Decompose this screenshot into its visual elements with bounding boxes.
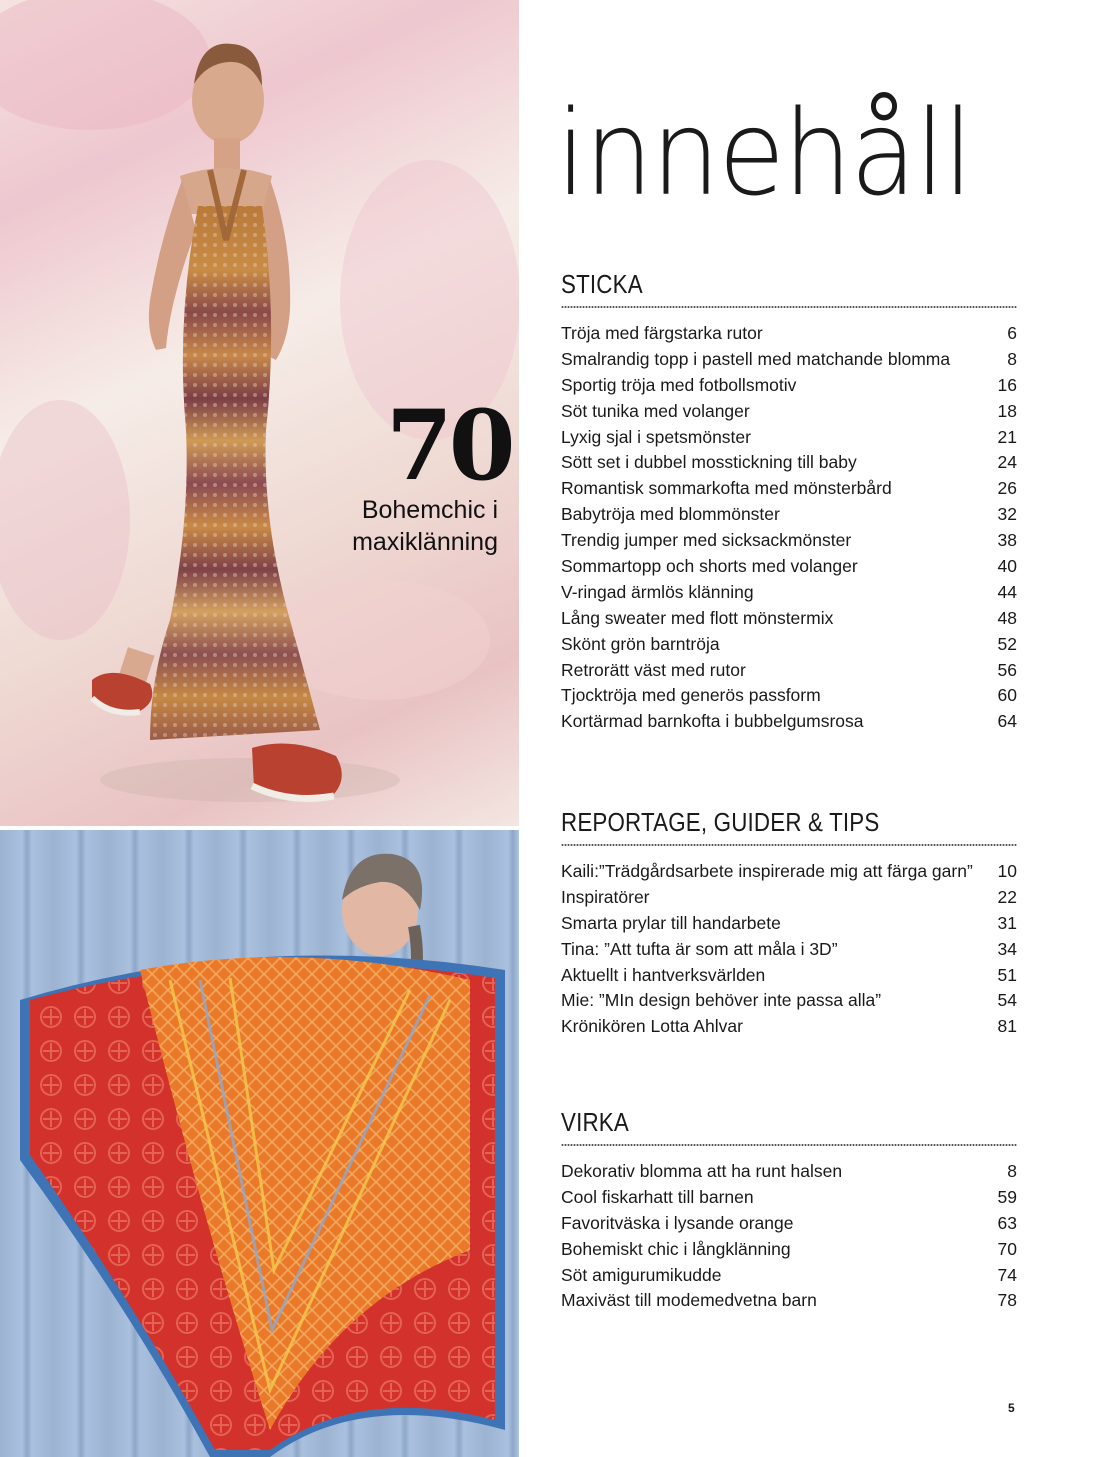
- toc-entry-page: 81: [997, 1016, 1017, 1037]
- toc-entry: [561, 502, 1017, 528]
- toc-entry-title: Babytröja med blommönster: [561, 504, 780, 525]
- toc-entry-page: 8: [1007, 348, 1017, 369]
- toc-entry-page: 40: [997, 556, 1017, 577]
- toc-entry: [561, 937, 1017, 963]
- section-virka: [561, 1106, 1017, 1314]
- toc-entry-title: Smalrandig topp i pastell med matchande blomma: [561, 348, 951, 369]
- feature-number-70: 70: [386, 389, 512, 502]
- toc-entry-title: Favoritväska i lysande orange: [561, 1212, 794, 1233]
- toc-entry: [561, 347, 1017, 373]
- toc-entry: [561, 321, 1017, 347]
- toc-entry: [561, 885, 1017, 911]
- page-number: 5: [1008, 1401, 1015, 1415]
- toc-entry-page: 38: [997, 530, 1017, 551]
- toc-entry-page: 31: [997, 912, 1017, 933]
- toc-entry-page: 6: [1007, 323, 1017, 343]
- toc-entry-title: Trendig jumper med sicksackmönster: [561, 530, 852, 551]
- toc-entry-page: 59: [997, 1186, 1017, 1207]
- caption-line: maxiklänning: [352, 528, 498, 556]
- feature-caption-maxi-dress: [300, 494, 498, 558]
- toc-entry: [561, 683, 1017, 709]
- toc-entry-title: Skönt grön barntröja: [561, 633, 720, 654]
- toc-entry-title: Lång sweater med flott mönstermix: [561, 607, 834, 628]
- toc-entry: [561, 580, 1017, 606]
- toc-entry-title: Mie: ”MIn design behöver inte passa alla”: [561, 990, 882, 1011]
- toc-entry: [561, 1288, 1017, 1314]
- toc-entry-title: Retrorätt väst med rutor: [561, 659, 746, 680]
- photo-maxi-dress: [0, 0, 519, 826]
- toc-entry-page: 16: [997, 374, 1017, 395]
- toc-entry-page: 10: [997, 861, 1017, 881]
- toc-entry-title: Krönikören Lotta Ahlvar: [561, 1016, 743, 1037]
- toc-entry-title: Cool fiskarhatt till barnen: [561, 1186, 754, 1207]
- toc-entry-title: Inspiratörer: [561, 886, 650, 907]
- lace-shawl-illustration: [0, 830, 519, 1457]
- dotted-divider: [561, 843, 1017, 847]
- toc-entry-page: 52: [997, 633, 1017, 654]
- toc-entry-page: 51: [997, 964, 1017, 985]
- toc-entry-page: 48: [997, 607, 1017, 628]
- toc-entry: [561, 1014, 1017, 1040]
- section-heading: VIRKA: [561, 1107, 629, 1137]
- photo-lace-shawl: [0, 830, 519, 1457]
- page-title: innehåll: [556, 84, 972, 222]
- section-heading: STICKA: [561, 269, 643, 299]
- dotted-divider: [561, 1143, 1017, 1147]
- toc-list: [561, 859, 1017, 1040]
- toc-entry-page: 54: [997, 990, 1017, 1011]
- toc-entry: [561, 1237, 1017, 1263]
- toc-entry-title: Sportig tröja med fotbollsmotiv: [561, 374, 797, 395]
- toc-entry-title: Smarta prylar till handarbete: [561, 912, 781, 933]
- toc-entry-page: 78: [997, 1290, 1017, 1311]
- toc-entry: [561, 425, 1017, 451]
- toc-entry-title: Maxiväst till modemedvetna barn: [561, 1290, 817, 1311]
- toc-entry-page: 26: [997, 478, 1017, 499]
- toc-entry-title: Dekorativ blomma att ha runt halsen: [561, 1161, 843, 1181]
- toc-entry: [561, 554, 1017, 580]
- toc-entry: [561, 476, 1017, 502]
- toc-entry: [561, 988, 1017, 1014]
- section-reportage: [561, 806, 1017, 1040]
- toc-entry-title: Aktuellt i hantverksvärlden: [561, 964, 766, 985]
- toc-entry-title: Lyxig sjal i spetsmönster: [561, 426, 751, 447]
- toc-entry-title: Söt tunika med volanger: [561, 400, 750, 421]
- toc-entry-title: Tröja med färgstarka rutor: [561, 323, 763, 343]
- toc-entry-page: 74: [997, 1264, 1017, 1285]
- toc-entry: [561, 1159, 1017, 1185]
- toc-entry: [561, 528, 1017, 554]
- caption-line: Bohemchic i: [361, 496, 498, 524]
- toc-entry-page: 70: [997, 1238, 1017, 1259]
- toc-list: [561, 321, 1017, 735]
- toc-entry: [561, 373, 1017, 399]
- toc-entry-page: 18: [997, 400, 1017, 421]
- toc-entry-page: 56: [997, 659, 1017, 680]
- toc-entry: [561, 1185, 1017, 1211]
- toc-entry-page: 63: [997, 1212, 1017, 1233]
- toc-entry: [561, 399, 1017, 425]
- toc-entry: [561, 963, 1017, 989]
- toc-entry-title: Söt amigurumikudde: [561, 1264, 722, 1285]
- toc-entry: [561, 606, 1017, 632]
- toc-entry-title: Kortärmad barnkofta i bubbelgumsrosa: [561, 711, 864, 732]
- toc-entry-page: 8: [1007, 1161, 1017, 1181]
- toc-entry-title: Sött set i dubbel mosstickning till baby: [561, 452, 857, 473]
- toc-entry-page: 24: [997, 452, 1017, 473]
- toc-entry-title: Tina: ”Att tufta är som att måla i 3D”: [561, 938, 838, 959]
- toc-entry-page: 22: [997, 886, 1017, 907]
- toc-entry-title: V-ringad ärmlös klänning: [561, 581, 754, 602]
- toc-entry-page: 64: [997, 711, 1017, 732]
- section-heading: REPORTAGE, GUIDER & TIPS: [561, 807, 880, 837]
- toc-entry-title: Sommartopp och shorts med volanger: [561, 556, 858, 577]
- toc-entry-title: Tjocktröja med generös passform: [561, 685, 821, 706]
- toc-entry-page: 34: [997, 938, 1017, 959]
- section-sticka: [561, 268, 1017, 735]
- toc-entry-title: Kaili:”Trädgårdsarbete inspirerade mig att färga garn”: [561, 861, 973, 881]
- toc-entry-title: Bohemiskt chic i långklänning: [561, 1238, 791, 1259]
- toc-entry-page: 60: [997, 685, 1017, 706]
- toc-entry: [561, 859, 1017, 885]
- toc-entry: [561, 632, 1017, 658]
- toc-entry-title: Romantisk sommarkofta med mönsterbård: [561, 478, 892, 499]
- toc-entry: [561, 450, 1017, 476]
- toc-list: [561, 1159, 1017, 1314]
- toc-entry: [561, 1211, 1017, 1237]
- toc-entry-page: 32: [997, 504, 1017, 525]
- toc-entry: [561, 709, 1017, 735]
- toc-entry: [561, 1263, 1017, 1289]
- toc-entry: [561, 911, 1017, 937]
- toc-entry: [561, 658, 1017, 684]
- toc-entry-page: 21: [997, 426, 1017, 447]
- toc-entry-page: 44: [997, 581, 1017, 602]
- dotted-divider: [561, 305, 1017, 309]
